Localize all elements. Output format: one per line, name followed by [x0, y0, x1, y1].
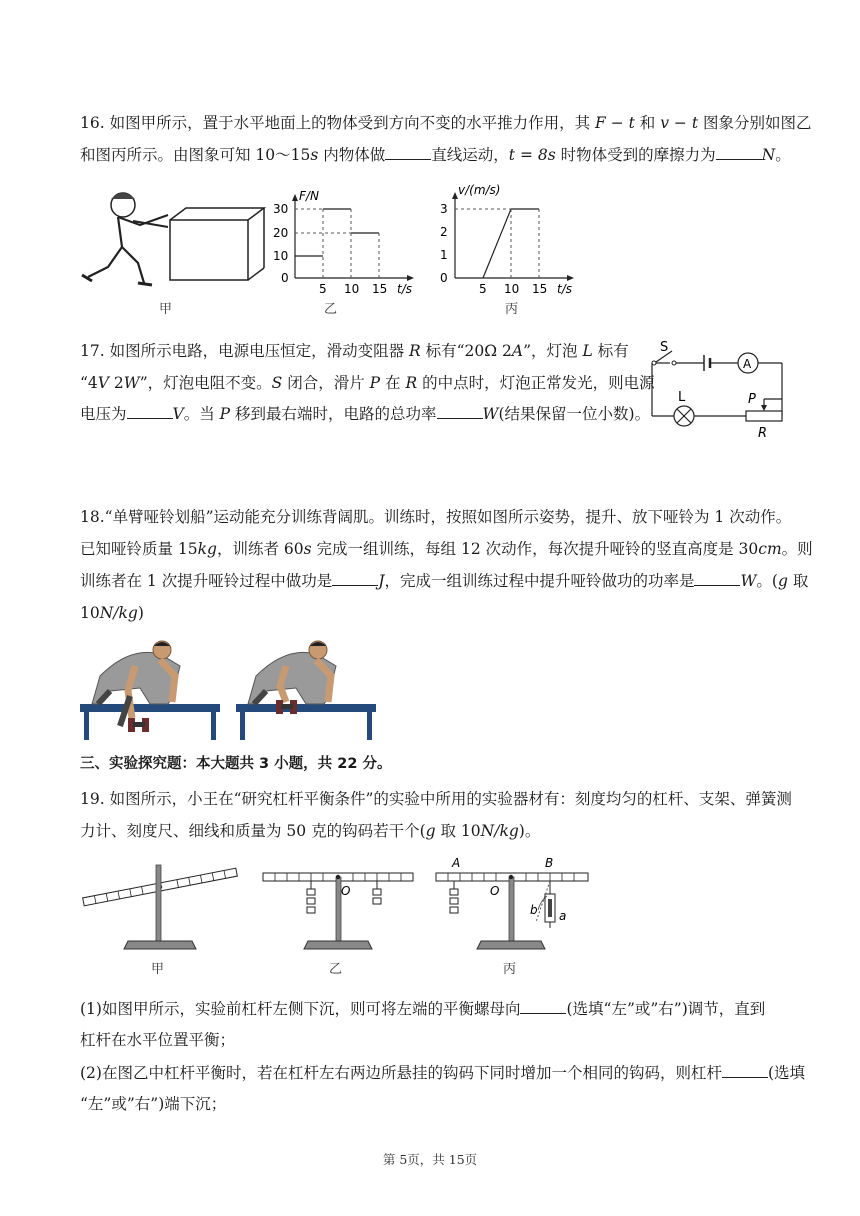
point-a-label: A	[452, 856, 461, 870]
caption-jia: 甲	[151, 962, 165, 977]
y-tick: 0	[281, 271, 289, 285]
q19-line2: 力计、刻度尺、细线和质量为 50 克的钩码若干个(g 取 10N/kg)。	[80, 822, 541, 840]
answer-blank[interactable]	[722, 1063, 768, 1078]
lever-figure-yi	[255, 855, 420, 955]
x-axis-label: t/s	[397, 282, 412, 296]
answer-blank[interactable]	[437, 404, 483, 419]
answer-blank[interactable]	[716, 145, 762, 160]
answer-blank[interactable]	[520, 999, 566, 1014]
q18-line1: 18.“单臂哑铃划船”运动能充分训练背阔肌。训练时，按照如图所示姿势，提升、放下哑铃为 1 次动作。	[80, 508, 792, 526]
x-tick: 5	[479, 282, 487, 296]
pushing-box-figure	[78, 185, 258, 295]
y-axis-label: F/N	[299, 189, 319, 203]
caption-yi: 乙	[329, 962, 343, 977]
q16-line2: 和图丙所示。由图象可知 10～15s 内物体做 直线运动，t = 8s 时物体受到的摩擦力为 N。	[80, 146, 791, 164]
direction-b-label: b	[530, 903, 538, 917]
q16-line1: 16. 如图甲所示，置于水平地面上的物体受到方向不变的水平推力作用，其 F − t 和 v − t 图象分别如图乙	[80, 114, 812, 132]
y-tick: 10	[273, 249, 289, 263]
answer-blank[interactable]	[694, 571, 740, 586]
y-axis-label: v/(m/s)	[458, 183, 501, 197]
q18-line3: 训练者在 1 次提升哑铃过程中做功是 J，完成一组训练过程中提升哑铃做功的功率是 W。(g 取	[80, 572, 809, 590]
pivot-label: O	[341, 884, 351, 898]
q18-line4: 10N/kg)	[80, 604, 144, 622]
y-tick: 30	[273, 202, 289, 216]
page-footer: 第 5页，共 15页	[382, 1152, 478, 1167]
q17-line1: 17. 如图所示电路，电源电压恒定，滑动变阻器 R 标有“20Ω 2A”，灯泡 L 标有	[80, 342, 629, 360]
x-axis-label: t/s	[557, 282, 572, 296]
q19-part1-line1: (1)如图甲所示，实验前杠杆左侧下沉，则可将左端的平衡螺母向 (选填“左”或”右”)调节，直到	[80, 1000, 766, 1018]
caption-bing: 丙	[505, 302, 519, 317]
caption-bing: 丙	[503, 962, 517, 977]
y-tick: 3	[440, 202, 448, 216]
q17-line2: “4V 2W”，灯泡电阻不变。S 闭合，滑片 P 在 R 的中点时，灯泡正常发光，则电源	[80, 374, 655, 392]
v-t-chart	[428, 182, 588, 300]
dumbbell-row-figure	[80, 636, 380, 740]
ammeter-label: A	[743, 357, 752, 371]
lever-figure-bing	[428, 850, 598, 955]
slider-label: P	[748, 392, 756, 407]
q17-line3: 电压为 V。当 P 移到最右端时，电路的总功率 W(结果保留一位小数)。	[80, 405, 651, 423]
caption-yi: 乙	[324, 302, 338, 317]
caption-jia: 甲	[159, 302, 173, 317]
x-tick: 10	[504, 282, 520, 296]
pivot-label: O	[490, 884, 500, 898]
section-heading: 三、实验探究题：本大题共 3 小题，共 22 分。	[80, 756, 392, 772]
x-tick: 15	[532, 282, 548, 296]
circuit-diagram	[648, 335, 788, 445]
direction-a-label: a	[559, 909, 567, 923]
x-tick: 10	[344, 282, 360, 296]
answer-blank[interactable]	[332, 571, 378, 586]
y-tick: 1	[440, 248, 448, 262]
switch-label: S	[660, 340, 669, 355]
q19-part2-line1: (2)在图乙中杠杆平衡时，若在杠杆左右两边所悬挂的钩码下同时增加一个相同的钩码，则杠杆 (选填	[80, 1064, 806, 1082]
answer-blank[interactable]	[385, 145, 431, 160]
f-t-chart	[265, 190, 425, 300]
point-b-label: B	[545, 856, 554, 870]
q18-line2: 已知哑铃质量 15kg，训练者 60s 完成一组训练，每组 12 次动作，每次提升哑铃的竖直高度是 30cm。则	[80, 540, 813, 558]
lamp-label: L	[678, 390, 686, 405]
q19-line1: 19. 如图所示，小王在“研究杠杆平衡条件”的实验中所用的实验器材有：刻度均匀的杠杆、支架、弹簧测	[80, 790, 792, 808]
x-tick: 15	[372, 282, 388, 296]
y-tick: 2	[440, 225, 448, 239]
x-tick: 5	[319, 282, 327, 296]
answer-blank[interactable]	[127, 404, 173, 419]
q19-part2-line2: “左”或”右”)端下沉；	[80, 1095, 227, 1113]
resistor-label: R	[758, 426, 768, 441]
y-tick: 0	[440, 271, 448, 285]
lever-figure-jia	[80, 855, 245, 955]
q19-part1-line2: 杠杆在水平位置平衡；	[80, 1031, 236, 1049]
y-tick: 20	[273, 226, 289, 240]
